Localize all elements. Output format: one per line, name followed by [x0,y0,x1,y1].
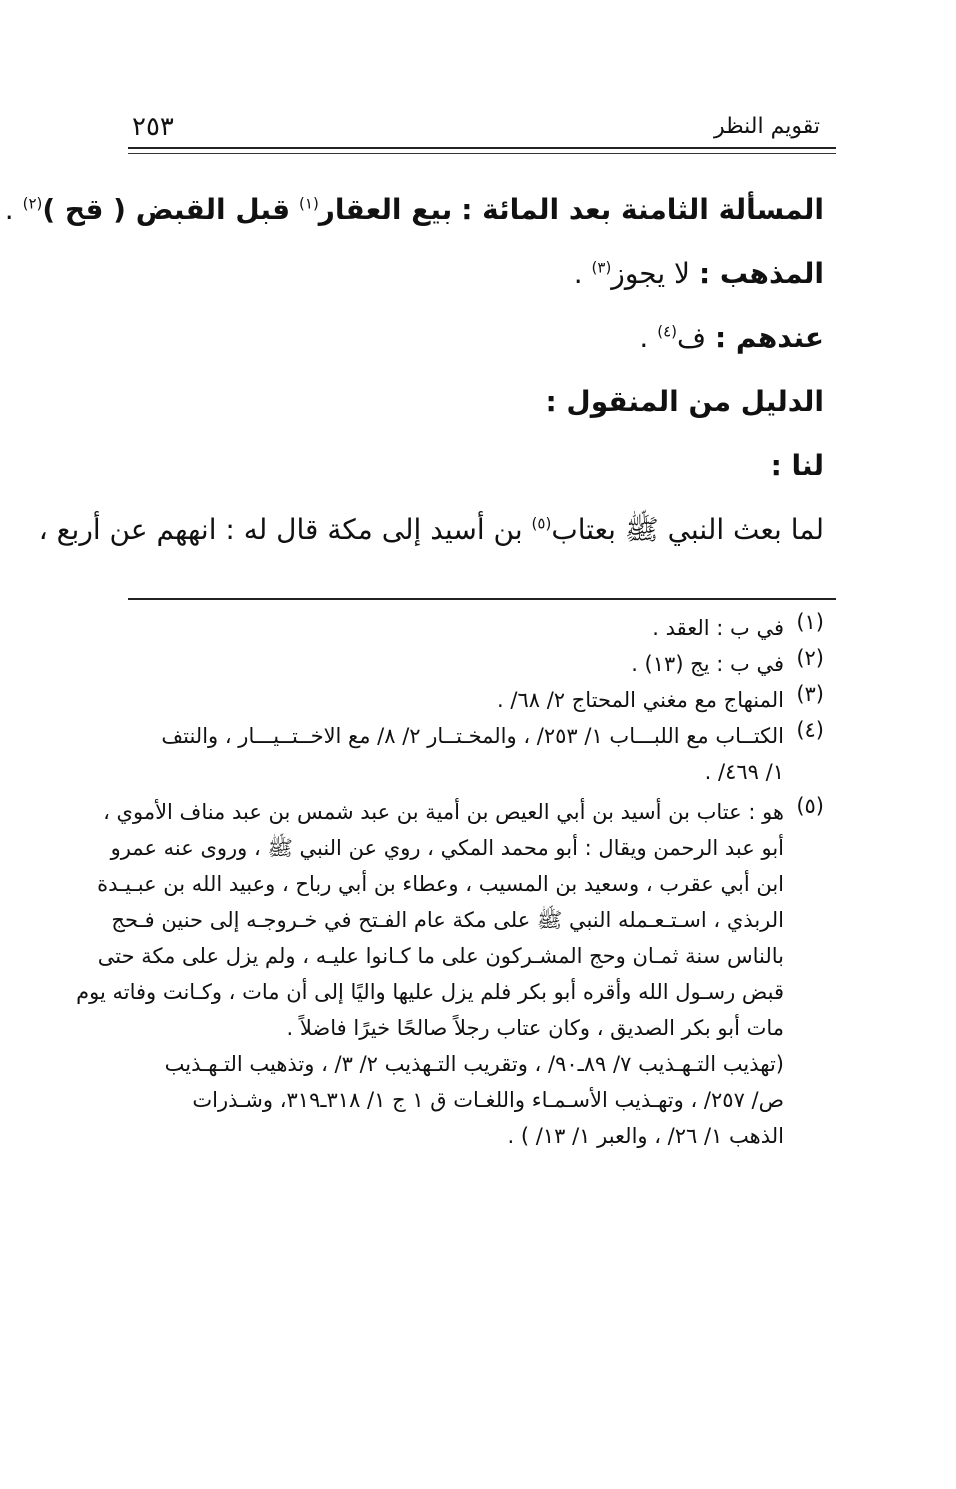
footnote-number: (٥) [796,794,824,818]
footnote-5-sources [116,1046,824,1154]
hadith-text-1: لما بعث النبي ﷺ بعتاب [551,513,824,546]
footnote-number: (٤) [796,718,824,742]
footnote-ref-2: (٢) [22,194,43,213]
issue-text: بيع العقار [318,193,453,226]
footnote-line: الكتــاب مع اللبـــاب ١/ ٢٥٣/ ، والمخـتــار ٢/ ٨/ مع الاخــتــيـــار ، والنتف [161,724,784,748]
indahum-line [124,306,824,370]
footnote-separator [128,598,836,600]
footnote-line: ص/ ٢٥٧/ ، وتهـذيب الأسـمـاء واللغـات ق ١ ج ١/ ٣١٨ـ٣١٩، وشـذرات [192,1088,784,1112]
page-number: ٢٥٣ [132,112,174,142]
header-rule-thin [128,153,836,154]
footnote-ref-3: (٣) [591,258,612,277]
footnote-2 [116,646,824,682]
footnote-line: ابن أبي عقرب ، وسعيد بن المسيب ، وعطاء بن أبي رباح ، وعبيد الله بن عبـيـدة [97,872,784,896]
footnote-line: المنهاج مع مغني المحتاج ٢/ ٦٨/ . [497,688,784,712]
footnote-line: في ب : يج (١٣) . [631,652,784,676]
issue-label: المسألة الثامنة بعد المائة : [461,193,824,226]
indahum-end: . [639,321,649,354]
footnote-4 [116,718,824,790]
footnote-line: أبو عبد الرحمن ويقال : أبو محمد المكي ، روي عن النبي ﷺ ، وروى عنه عمرو [110,836,784,860]
hadith-text-2: بن أسيد إلى مكة قال له : انههم عن أربع ، [38,513,523,546]
footnote-line: بالناس سنة ثمـان وحج المشـركون على ما كـانوا عليـه ، ولم يزل على مكة حتى [97,944,784,968]
madhhab-end: . [573,257,583,290]
madhhab-text: لا يجوز [611,257,691,290]
footnote-line: في ب : العقد . [652,616,784,640]
madhhab-line [124,242,824,306]
footnote-number: (١) [796,610,824,634]
hadith-line [38,498,824,562]
footnote-5 [76,794,824,1046]
footnote-number: (٣) [796,682,824,706]
footnote-line: قبض رسـول الله وأقره أبو بكر فلم يزل عليها واليًا إلى أن مات ، وكـانت وفاته يوم [76,980,784,1004]
footnote-ref-4: (٤) [657,322,678,341]
footnote-ref-1: (١) [299,194,319,213]
footnote-line: (تهذيب التـهـذيب ٧/ ٨٩ـ٩٠/ ، وتقريب التـهذيب ٢/ ٣/ ، وتذهيب التـهـذيب [164,1052,784,1076]
main-text [4,178,824,562]
footnote-line: مات أبو بكر الصديق ، وكان عتاب رجلاً صالحًا خيرًا فاضلاً . [286,1016,784,1040]
footnote-3 [116,682,824,718]
footnote-1 [116,610,824,646]
footnote-line: الربذي ، اسـتـعـمله النبي ﷺ على مكة عام الفـتح في خـروجـه إلى حنين فـحج [111,908,784,932]
footnote-line: هو : عتاب بن أسيد بن أبي العيص بن أمية بن عبد شمس بن عبد مناف الأموي ، [103,800,784,824]
issue-text-2: قبل القبض ( قح ) [42,193,291,226]
footnote-ref-5: (٥) [531,514,552,533]
evidence-heading: الدليل من المنقول : [545,385,824,418]
footnotes [76,610,824,1154]
madhhab-label: المذهب : [698,257,824,290]
footnote-line: الذهب ١/ ٢٦/ ، والعبر ١/ ١٣/ ) . [507,1124,784,1148]
indahum-label: عندهم : [714,321,824,354]
lana-heading: لنا : [770,449,824,482]
issue-end: . [4,193,14,226]
header-rule-thick [128,147,836,149]
footnote-line: ١/ ٤٦٩/ . [704,760,784,784]
footnote-number: (٢) [796,646,824,670]
running-title: تقويم النظر [713,114,820,139]
indahum-text: ف [677,321,707,354]
issue-line [4,178,824,242]
